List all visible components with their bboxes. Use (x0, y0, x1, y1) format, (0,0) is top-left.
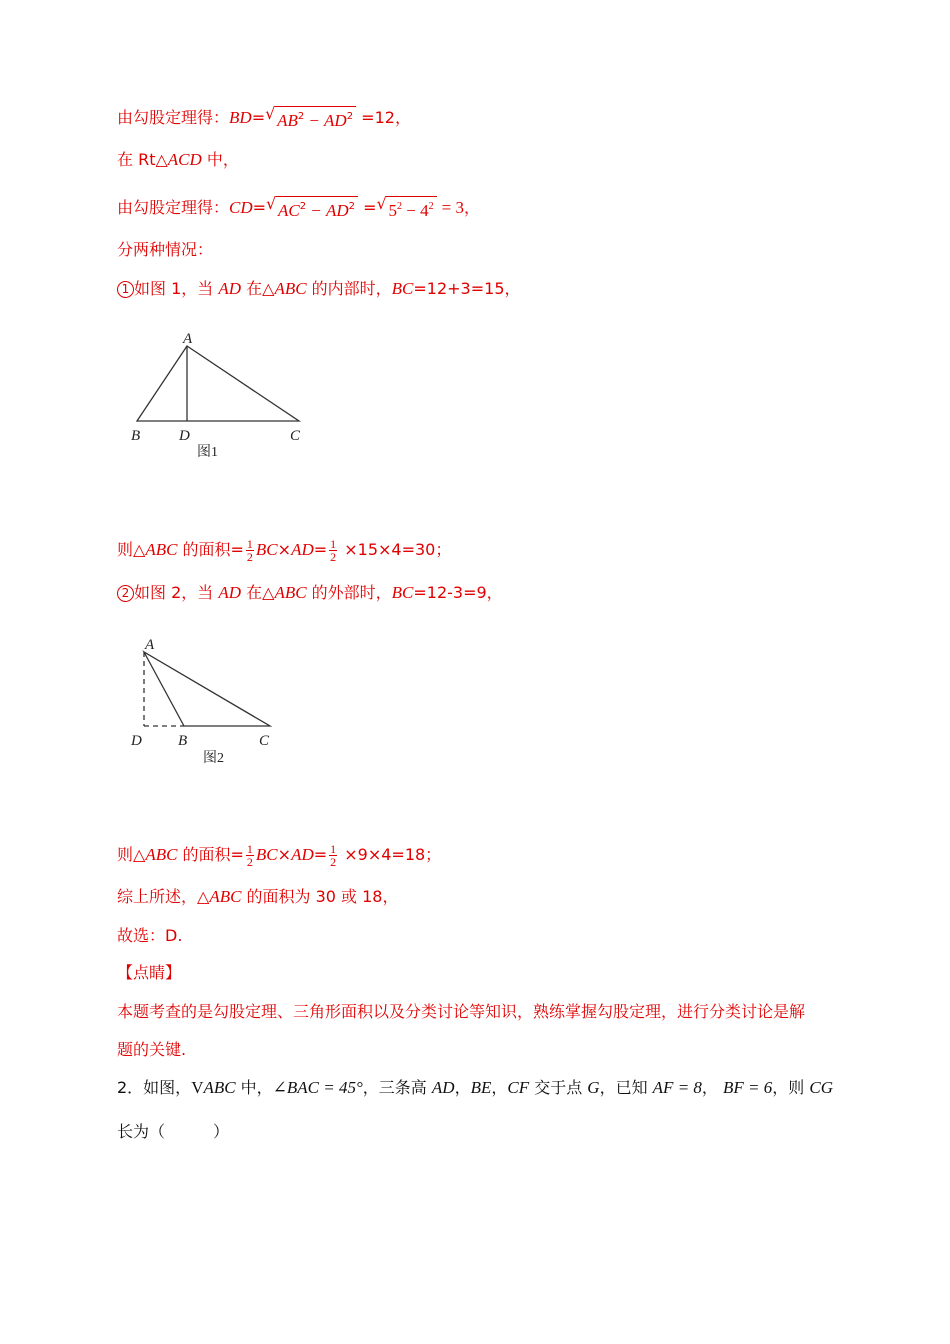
text: 的面积= (177, 845, 244, 864)
denominator: 2 (246, 855, 253, 869)
label-a: A (145, 637, 155, 653)
angle-bac: ∠BAC = 45° (272, 1078, 363, 1097)
figure-caption: 图1 (197, 445, 218, 460)
comma: ， (491, 1078, 508, 1097)
denominator: 2 (246, 550, 253, 564)
exponent: 2 (428, 201, 434, 212)
text: 综上所述，△ (117, 887, 210, 906)
figure-caption: 图2 (203, 751, 224, 766)
minus: − (406, 201, 416, 220)
text: 的面积= (177, 540, 244, 559)
fraction-half (329, 538, 337, 563)
exponent: 2 (299, 201, 307, 212)
denominator: 2 (330, 550, 337, 564)
var-abc: ABC (145, 845, 178, 864)
numerator: 1 (330, 842, 337, 856)
text: =12-3=9， (413, 583, 503, 602)
times: × (277, 540, 292, 559)
text: 在△ (241, 279, 275, 298)
equals: = (313, 540, 328, 559)
fraction-half (246, 538, 254, 563)
label-d: D (131, 733, 142, 749)
label-d: D (179, 428, 190, 444)
var-bc: BC (255, 845, 278, 864)
numerator: 1 (330, 537, 337, 551)
var-be: BE (470, 1078, 492, 1097)
text: 在 Rt△ (117, 150, 168, 169)
num: 5 (388, 201, 397, 220)
text: 交于点 (529, 1078, 588, 1097)
denominator: 2 (330, 855, 337, 869)
text: =12+3=15， (413, 279, 521, 298)
result: =12， (361, 108, 411, 127)
var-bc: BC (391, 583, 414, 602)
cases-intro: 分两种情况： (117, 240, 214, 259)
exponent: 2 (348, 201, 355, 212)
var-acd: ACD (167, 150, 202, 169)
var-ad: AD (324, 111, 347, 130)
comma: ， (454, 1078, 471, 1097)
text: ×9×4=18； (344, 845, 442, 864)
equals: = (363, 198, 377, 217)
numerator: 1 (246, 537, 253, 551)
question-number: 2．如图， (117, 1078, 192, 1097)
var-ab: AB (277, 111, 298, 130)
fraction-half (329, 843, 337, 868)
var-ad: AD (218, 583, 242, 602)
var-cf: CF (507, 1078, 530, 1097)
text: 的内部时， (306, 279, 392, 298)
area-case-1 (117, 538, 451, 563)
comment-heading: 【点睛】 (117, 963, 182, 982)
answer-line: 故选：D. (117, 926, 183, 945)
text: 则△ (117, 540, 146, 559)
fraction-half (246, 843, 254, 868)
figure-2 (125, 632, 285, 772)
var-ad: AD (431, 1078, 455, 1097)
equals: = (251, 108, 266, 127)
var-ad: AD (291, 845, 314, 864)
question-2-line-2: 长为（ ） (117, 1122, 230, 1141)
text: 中， (201, 150, 239, 169)
solution-line-rt (117, 150, 239, 170)
minus: − (309, 111, 319, 130)
triangle-symbol: V (191, 1078, 204, 1097)
text: ， (701, 1078, 724, 1097)
solution-line-cd (117, 196, 480, 221)
text: ，则 (772, 1078, 810, 1097)
circled-number: 2 (117, 585, 134, 602)
result: = 3 (441, 198, 465, 217)
var-abc: ABC (274, 583, 307, 602)
comment-text-2: 题的关键. (117, 1040, 187, 1059)
exponent: 2 (396, 201, 402, 212)
figure-1 (125, 326, 315, 466)
equals: = (313, 845, 328, 864)
sqrt-numeric: √ $5^2 - 4^2$ (376, 196, 436, 221)
label-b: B (178, 733, 188, 749)
var-bc: BC (391, 279, 414, 298)
text: 由勾股定理得： (117, 108, 230, 127)
times: × (277, 845, 292, 864)
triangle-abc (144, 652, 270, 726)
circled-number: 1 (117, 281, 134, 298)
sqrt-expression: √ $AB^2 - AD^2$ (265, 106, 356, 131)
sqrt-expression: √ $AC^2 - AD^2$ (266, 196, 358, 221)
label-b: B (131, 428, 141, 444)
comment-text-1: 本题考查的是勾股定理、三角形面积以及分类讨论等知识，熟练掌握勾股定理，进行分类讨论是解 (117, 1002, 806, 1021)
text: 在△ (241, 583, 275, 602)
equals: = (252, 198, 267, 217)
minus: − (311, 201, 321, 220)
triangle-abc (137, 346, 299, 421)
case-2-line (117, 583, 503, 603)
var-ad: AD (218, 279, 242, 298)
var-ac: AC (278, 201, 300, 220)
text: 的面积为 30 或 18， (241, 887, 399, 906)
text: ，已知 (599, 1078, 653, 1097)
exponent: 2 (346, 111, 354, 122)
text: 的外部时， (306, 583, 392, 602)
given-bf: BF = 6 (723, 1078, 773, 1097)
var-bd: BD (229, 108, 252, 127)
label-c: C (259, 733, 270, 749)
text: 中， (235, 1078, 273, 1097)
text: 由勾股定理得： (117, 198, 230, 217)
text: 如图 1，当 (134, 279, 219, 298)
var-abc: ABC (145, 540, 178, 559)
var-ad: AD (291, 540, 314, 559)
var-cd: CD (229, 198, 253, 217)
var-ad: AD (325, 201, 349, 220)
text: 如图 2，当 (134, 583, 219, 602)
area-case-2 (117, 843, 441, 868)
question-2 (117, 1078, 833, 1098)
text: 则△ (117, 845, 146, 864)
summary-line (117, 887, 399, 907)
exponent: 2 (297, 111, 305, 122)
text: ， (464, 198, 481, 217)
var-cg: CG (809, 1078, 833, 1097)
var-abc: ABC (274, 279, 307, 298)
label-a: A (183, 331, 193, 347)
case-1-line (117, 279, 521, 299)
text: ，三条高 (362, 1078, 432, 1097)
numerator: 1 (246, 842, 253, 856)
label-c: C (290, 428, 301, 444)
var-abc: ABC (203, 1078, 236, 1097)
var-bc: BC (255, 540, 278, 559)
given-af: AF = 8 (652, 1078, 702, 1097)
var-g: G (587, 1078, 600, 1097)
text: ×15×4=30； (344, 540, 452, 559)
var-abc: ABC (209, 887, 242, 906)
solution-line-bd (117, 106, 411, 131)
num: 4 (420, 201, 429, 220)
